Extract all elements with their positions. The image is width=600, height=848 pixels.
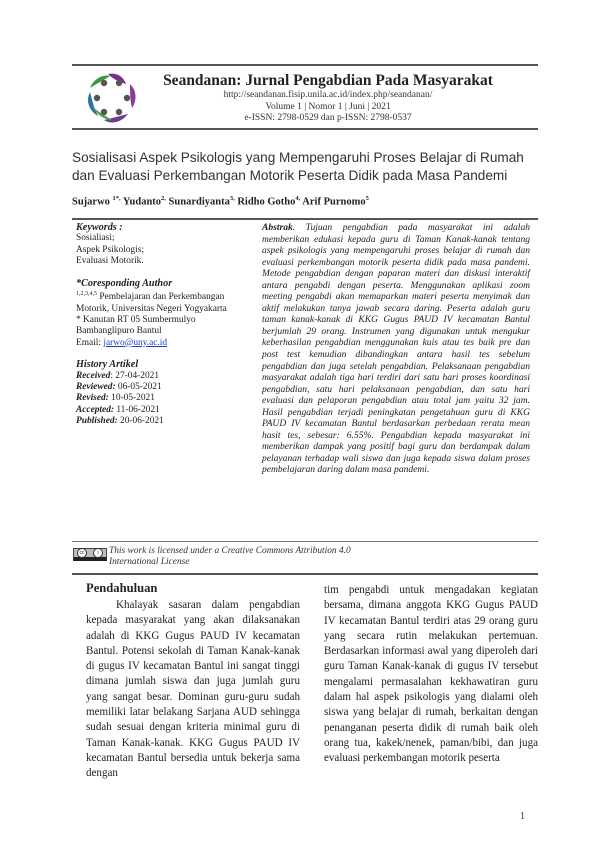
license-text: This work is licensed under a Creative Commons Attribution 4.0 International License bbox=[109, 546, 351, 567]
abstract-label: Abstrak bbox=[262, 222, 293, 233]
author-affiliation-mark: 1*, bbox=[112, 195, 121, 202]
section-heading: Pendahuluan bbox=[86, 581, 158, 595]
page-number: 1 bbox=[520, 811, 525, 822]
email-label: Email: bbox=[76, 337, 104, 348]
email-link[interactable]: jarwo@uny.ac.id bbox=[103, 337, 168, 348]
history-date: : 27-04-2021 bbox=[110, 370, 160, 381]
author-list bbox=[72, 195, 542, 208]
keyword-item: Aspek Psikologis; bbox=[76, 244, 144, 255]
header-bottom-rule bbox=[72, 128, 538, 130]
author-affiliation-mark: 3, bbox=[229, 195, 235, 202]
abstract-text: . Tujuan pengabdian pada masyarakat ini adalah memberikan edukasi kepada guru di Taman Kanak-kanak tentang aspek psikologis yang mempengaruhi proses belajar di rumah dan evaluasi perkembangan motorik peserta didik pada masa pandemi. Metode pengabdian dengan paparan materi dan diskusi interaktif antara pengabdi dengan peserta. Menggunakan aplikasi zoom meeting pengabdi akan memaparkan materi peserta menyimak dan aktif melakukan tanya jawab secara daring. Peserta adalah guru taman kanak-kanak di KKG Gugus PAUD IV kecamatan Bantul berjumlah 29 orang. Instrumen yang digunakan untuk mengukur keberhasilan pengabdian menggunakan kuis atau tes baik pre dan post test kemudian dibandingkan antara hasil tes sebelum pengabdian dan juga setelah pengabdian. Pelaksanaan pengabdian masyarakat adalah tiga hari terdiri dari satu hari proses koordinasi pengabdian, satu hari pelaksanaan pengabdian, dan satu hari evaluasi dan pelaporan pengabdian atau total jam yaitu 32 jam. Hasil pengabdian terjadi peningkatan pengetahuan guru di KKG PAUD IV kecamatan Bantul berdasarkan perbedaan rerata mean hasit tes, sebesar: 6.55%. Pengabdian kepada masyarakat ini memberikan dampak yang positif bagi guru dan berdampak dalam pelayanan terhadap wali siswa dan juga kepada siswa dalam proses pembelajaran daring dalam masa pandemi. bbox=[262, 222, 530, 476]
body-column-left: Khalayak sasaran dalam pengabdian kepada masyarakat yang akan dilaksanakan adalah di KKG Gugus PAUD IV kecamatan Bantul. Potensi sekolah di Taman Kanak-kanak di gugus IV kecamatan Bantul ini sangat tinggi dimana jumlah siswa dan juga jumlah guru yang sangat besar. Dominan guru-guru sudah memiliki latar belakang Sarjana AUD sehingga sudah sesuai dengan kriteria minimal guru di Taman Kanak-kanak. KKG Gugus PAUD IV kecamatan Bantul bersedia untuk bekerja sama dengan bbox=[86, 599, 300, 780]
author-affiliation-mark: 4, bbox=[295, 195, 301, 202]
keyword-item: Sosialiasi; bbox=[76, 233, 115, 244]
cc-icon: cc bbox=[77, 548, 87, 558]
address-line: Bambanglipuro Bantul bbox=[76, 326, 162, 337]
paper-title-line-2: dan Evaluasi Perkembangan Motorik Peserta Didik pada Masa Pandemi bbox=[72, 168, 508, 183]
address-line: * Kanutan RT 05 Sumbermulyo bbox=[76, 314, 196, 325]
attribution-icon: i bbox=[93, 548, 103, 558]
header-top-rule bbox=[72, 64, 538, 66]
history-row bbox=[76, 371, 256, 382]
history-label: Revised: bbox=[76, 393, 109, 404]
creative-commons-by-icon[interactable] bbox=[73, 548, 107, 561]
body-column-right: tim pengabdi untuk mengadakan kegiatan bersama, dimana anggota KKG Gugus PAUD IV kecamatan Bantul terdiri atas 29 orang guru yang secara rutin melakukan pertemuan. Berdasarkan informasi awal yang diperoleh dari guru Taman Kanak-kanak di gugus IV tersebut mengalami permasalahan kekhawatiran guru dalam hal aspek psikologis yang dialami oleh siswa yang belajar di rumah, berkaitan dengan penanganan peserta didik di rumah baik oleh orang tua, kakek/nenek, paman/bibi, dan juga evaluasi perkembangan motorik peserta bbox=[324, 584, 538, 765]
history-label: Accepted: bbox=[76, 404, 114, 415]
affiliation-marks: 1,2,3,4,5 bbox=[76, 291, 97, 298]
affiliation-text: Pembelajaran dan Perkembangan Motorik, Universitas Negeri Yogyakarta bbox=[76, 292, 227, 314]
paper-title bbox=[72, 149, 542, 185]
history-row bbox=[76, 416, 256, 427]
history-row bbox=[76, 405, 256, 416]
journal-volume: Volume 1 | Nomor 1 | Juni | 2021 bbox=[265, 101, 391, 112]
history-date: 10-05-2021 bbox=[108, 393, 155, 404]
history-label: Published: bbox=[76, 416, 118, 427]
keywords-heading: Keywords : bbox=[76, 222, 123, 233]
history-heading: History Artikel bbox=[76, 359, 139, 371]
author-affiliation-mark: 5 bbox=[365, 195, 369, 202]
keyword-item: Evaluasi Motorik. bbox=[76, 256, 144, 267]
journal-logo-icon bbox=[84, 70, 140, 126]
history-date: 06-05-2021 bbox=[115, 382, 162, 392]
affiliation bbox=[76, 289, 256, 315]
history-label: Received bbox=[76, 370, 111, 381]
journal-title: Seandanan: Jurnal Pengabdian Pada Masyarakat bbox=[163, 72, 493, 89]
author-name: Sujarwo bbox=[72, 196, 113, 208]
info-bottom-rule bbox=[72, 541, 538, 542]
author-name: Sunardiyanta bbox=[165, 196, 230, 208]
journal-header bbox=[148, 72, 508, 125]
paper-title-line-1: Sosialisasi Aspek Psikologis yang Mempengaruhi Proses Belajar di Rumah bbox=[72, 150, 524, 165]
abstract bbox=[262, 222, 530, 476]
history-label: Reviewed: bbox=[76, 382, 116, 392]
corresponding-author-heading: *Coresponding Author bbox=[76, 277, 173, 289]
info-top-rule bbox=[72, 218, 538, 220]
journal-issn: e-ISSN: 2798-0529 dan p-ISSN: 2798-0537 bbox=[244, 113, 412, 123]
author-name: Yudanto bbox=[120, 196, 162, 208]
history-date: 20-06-2021 bbox=[117, 416, 164, 427]
license-bottom-rule bbox=[72, 573, 538, 575]
author-affiliation-mark: 2, bbox=[161, 195, 166, 202]
journal-url[interactable]: http://seandanan.fisip.unila.ac.id/index.php/seandanan/ bbox=[223, 90, 433, 100]
history-row bbox=[76, 393, 256, 404]
article-info-sidebar bbox=[76, 222, 256, 428]
author-name: Arif Purnomo bbox=[300, 196, 366, 208]
email-row bbox=[76, 338, 256, 349]
history-date: 11-06-2021 bbox=[114, 404, 160, 415]
history-row bbox=[76, 382, 256, 393]
author-name: Ridho Gotho bbox=[234, 196, 296, 208]
